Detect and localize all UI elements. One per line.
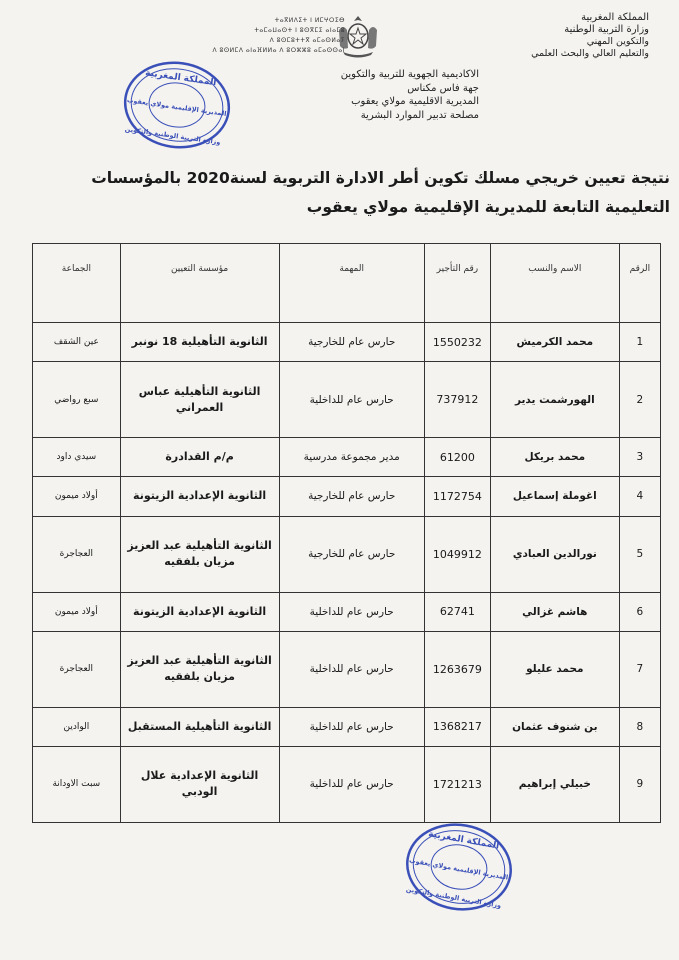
table-row bbox=[33, 516, 661, 592]
header-line: ⴷ ⵓⵙⵍⵎⴷ ⴰⵏⴰⴼⵍⵍⴰ ⴷ ⵓⵔⵣⵣⵓ ⴰⵎⴰⵙⵙⴰⵏ bbox=[212, 47, 345, 54]
cell-commune: سيدي داود bbox=[33, 438, 121, 477]
ministry-header-arabic bbox=[449, 12, 649, 60]
stamp-bottom-text: وزارة التربية الوطنية والتكوين bbox=[124, 125, 221, 147]
cell-index: 7 bbox=[619, 631, 660, 707]
cell-name: خبيلي إبراهيم bbox=[490, 746, 619, 822]
table-row bbox=[33, 438, 661, 477]
col-header-commune: الجماعة bbox=[33, 244, 121, 323]
table-row bbox=[33, 323, 661, 362]
header-line: والتكوين المهني bbox=[586, 36, 649, 47]
cell-reg: 1550232 bbox=[424, 323, 490, 362]
cell-commune: سبع رواضي bbox=[33, 362, 121, 438]
cell-institution: الثانوية الإعدادية علال الودبي bbox=[120, 746, 279, 822]
cell-role: حارس عام للخارجية bbox=[279, 477, 424, 516]
cell-commune: أولاد ميمون bbox=[33, 592, 121, 631]
cell-commune: العجاجرة bbox=[33, 516, 121, 592]
col-header-role: المهمة bbox=[279, 244, 424, 323]
dept-line: المديرية الاقليمية مولاي يعقوب bbox=[351, 96, 479, 107]
col-header-institution: مؤسسة التعيين bbox=[120, 244, 279, 323]
cell-role: حارس عام للداخلية bbox=[279, 746, 424, 822]
col-header-name: الاسم والنسب bbox=[490, 244, 619, 323]
header-line: ⵜⴰⴳⵍⴷⵉⵜ ⵏ ⵍⵎⵖⵔⵉⴱ bbox=[274, 17, 345, 24]
official-stamp-top bbox=[116, 53, 237, 157]
cell-role: مدير مجموعة مدرسية bbox=[279, 438, 424, 477]
cell-reg: 62741 bbox=[424, 592, 490, 631]
col-header-reg: رقم التأجير bbox=[424, 244, 490, 323]
cell-commune: الوادين bbox=[33, 707, 121, 746]
cell-index: 3 bbox=[619, 438, 660, 477]
cell-reg: 1172754 bbox=[424, 477, 490, 516]
table-row bbox=[33, 707, 661, 746]
cell-reg: 1721213 bbox=[424, 746, 490, 822]
cell-institution: الثانوية التأهيلية 18 نونبر bbox=[120, 323, 279, 362]
cell-reg: 1368217 bbox=[424, 707, 490, 746]
header-line: ⴷ ⵓⵙⵎⵓⵜⵜⴳ ⴰⵎⴰⵙⵍⴰⵢ bbox=[269, 37, 345, 44]
cell-reg: 1263679 bbox=[424, 631, 490, 707]
cell-role: حارس عام للداخلية bbox=[279, 592, 424, 631]
table-row bbox=[33, 631, 661, 707]
cell-index: 5 bbox=[619, 516, 660, 592]
cell-institution: الثانوية التأهيلية المستقبل bbox=[120, 707, 279, 746]
cell-name: هاشم غزالي bbox=[490, 592, 619, 631]
cell-index: 2 bbox=[619, 362, 660, 438]
table-row bbox=[33, 362, 661, 438]
table-row bbox=[33, 477, 661, 516]
table-row bbox=[33, 746, 661, 822]
cell-reg: 737912 bbox=[424, 362, 490, 438]
stamp-bottom-text: وزارة التربية الوطنية والتكوين bbox=[405, 885, 502, 910]
official-stamp-bottom bbox=[397, 813, 521, 921]
cell-index: 9 bbox=[619, 746, 660, 822]
cell-institution: الثانوية الإعدادية الزيتونة bbox=[120, 592, 279, 631]
cell-index: 6 bbox=[619, 592, 660, 631]
cell-institution: الثانوية الإعدادية الزيتونة bbox=[120, 477, 279, 516]
cell-institution: الثانوية التأهيلية عبد العزيز مزيان بلفقيه bbox=[120, 631, 279, 707]
department-block bbox=[289, 68, 479, 122]
cell-role: حارس عام للداخلية bbox=[279, 707, 424, 746]
cell-name: محمد الكرميش bbox=[490, 323, 619, 362]
cell-name: الهورشمت يدير bbox=[490, 362, 619, 438]
cell-institution: الثانوية التأهيلية عبد العزيز مزيان بلفقيه bbox=[120, 516, 279, 592]
cell-role: حارس عام للخارجية bbox=[279, 516, 424, 592]
header-line: ⵜⴰⵎⴰⵡⴰⵙⵜ ⵏ ⵓⵙⴳⵎⵉ ⴰⵏⴰⵎⵓ bbox=[254, 27, 345, 34]
cell-institution: الثانوية التأهيلية عباس العمراني bbox=[120, 362, 279, 438]
cell-reg: 61200 bbox=[424, 438, 490, 477]
dept-line: الاكاديمية الجهوية للتربية والتكوين bbox=[340, 69, 479, 80]
cell-role: حارس عام للخارجية bbox=[279, 323, 424, 362]
cell-name: نورالدين العبادي bbox=[490, 516, 619, 592]
header-line: المملكة المغربية bbox=[581, 12, 649, 23]
col-header-index: الرقم bbox=[619, 244, 660, 323]
cell-role: حارس عام للداخلية bbox=[279, 362, 424, 438]
cell-commune: أولاد ميمون bbox=[33, 477, 121, 516]
table-row bbox=[33, 592, 661, 631]
cell-commune: عين الشقف bbox=[33, 323, 121, 362]
table-header-row bbox=[33, 244, 661, 323]
cell-name: اغوملة إسماعيل bbox=[490, 477, 619, 516]
cell-index: 8 bbox=[619, 707, 660, 746]
cell-name: بن شنوف عثمان bbox=[490, 707, 619, 746]
ministry-header-tifinagh bbox=[205, 16, 345, 56]
cell-name: محمد عليلو bbox=[490, 631, 619, 707]
stamp-inner-text: المديرية الإقليمية مولاي يعقوب bbox=[408, 856, 509, 882]
cell-reg: 1049912 bbox=[424, 516, 490, 592]
cell-commune: العجاجرة bbox=[33, 631, 121, 707]
cell-index: 1 bbox=[619, 323, 660, 362]
header-line: وزارة التربية الوطنية bbox=[564, 24, 649, 35]
cell-index: 4 bbox=[619, 477, 660, 516]
results-table bbox=[32, 243, 661, 823]
cell-role: حارس عام للداخلية bbox=[279, 631, 424, 707]
stamp-outer-text: المملكة المغربية bbox=[144, 68, 217, 89]
cell-institution: م/م القدادرة bbox=[120, 438, 279, 477]
document-title: نتيجة تعيين خريجي مسلك تكوين أطر الادارة التربوية لسنة2020 بالمؤسسات التعليمية التابعة للمديرية الإقليمية مولاي يعقوب bbox=[91, 169, 670, 216]
stamp-inner-text: المديرية الإقليمية مولاي يعقوب bbox=[126, 96, 227, 118]
header-line: والتعليم العالي والبحث العلمي bbox=[531, 48, 649, 59]
cell-name: محمد بريكل bbox=[490, 438, 619, 477]
dept-line: جهة فاس مكناس bbox=[407, 82, 479, 94]
stamp-outer-text: المملكة المغربية bbox=[427, 829, 500, 852]
cell-commune: سبت الاودانة bbox=[33, 746, 121, 822]
dept-line: مصلحة تدبير الموارد البشرية bbox=[360, 109, 479, 121]
